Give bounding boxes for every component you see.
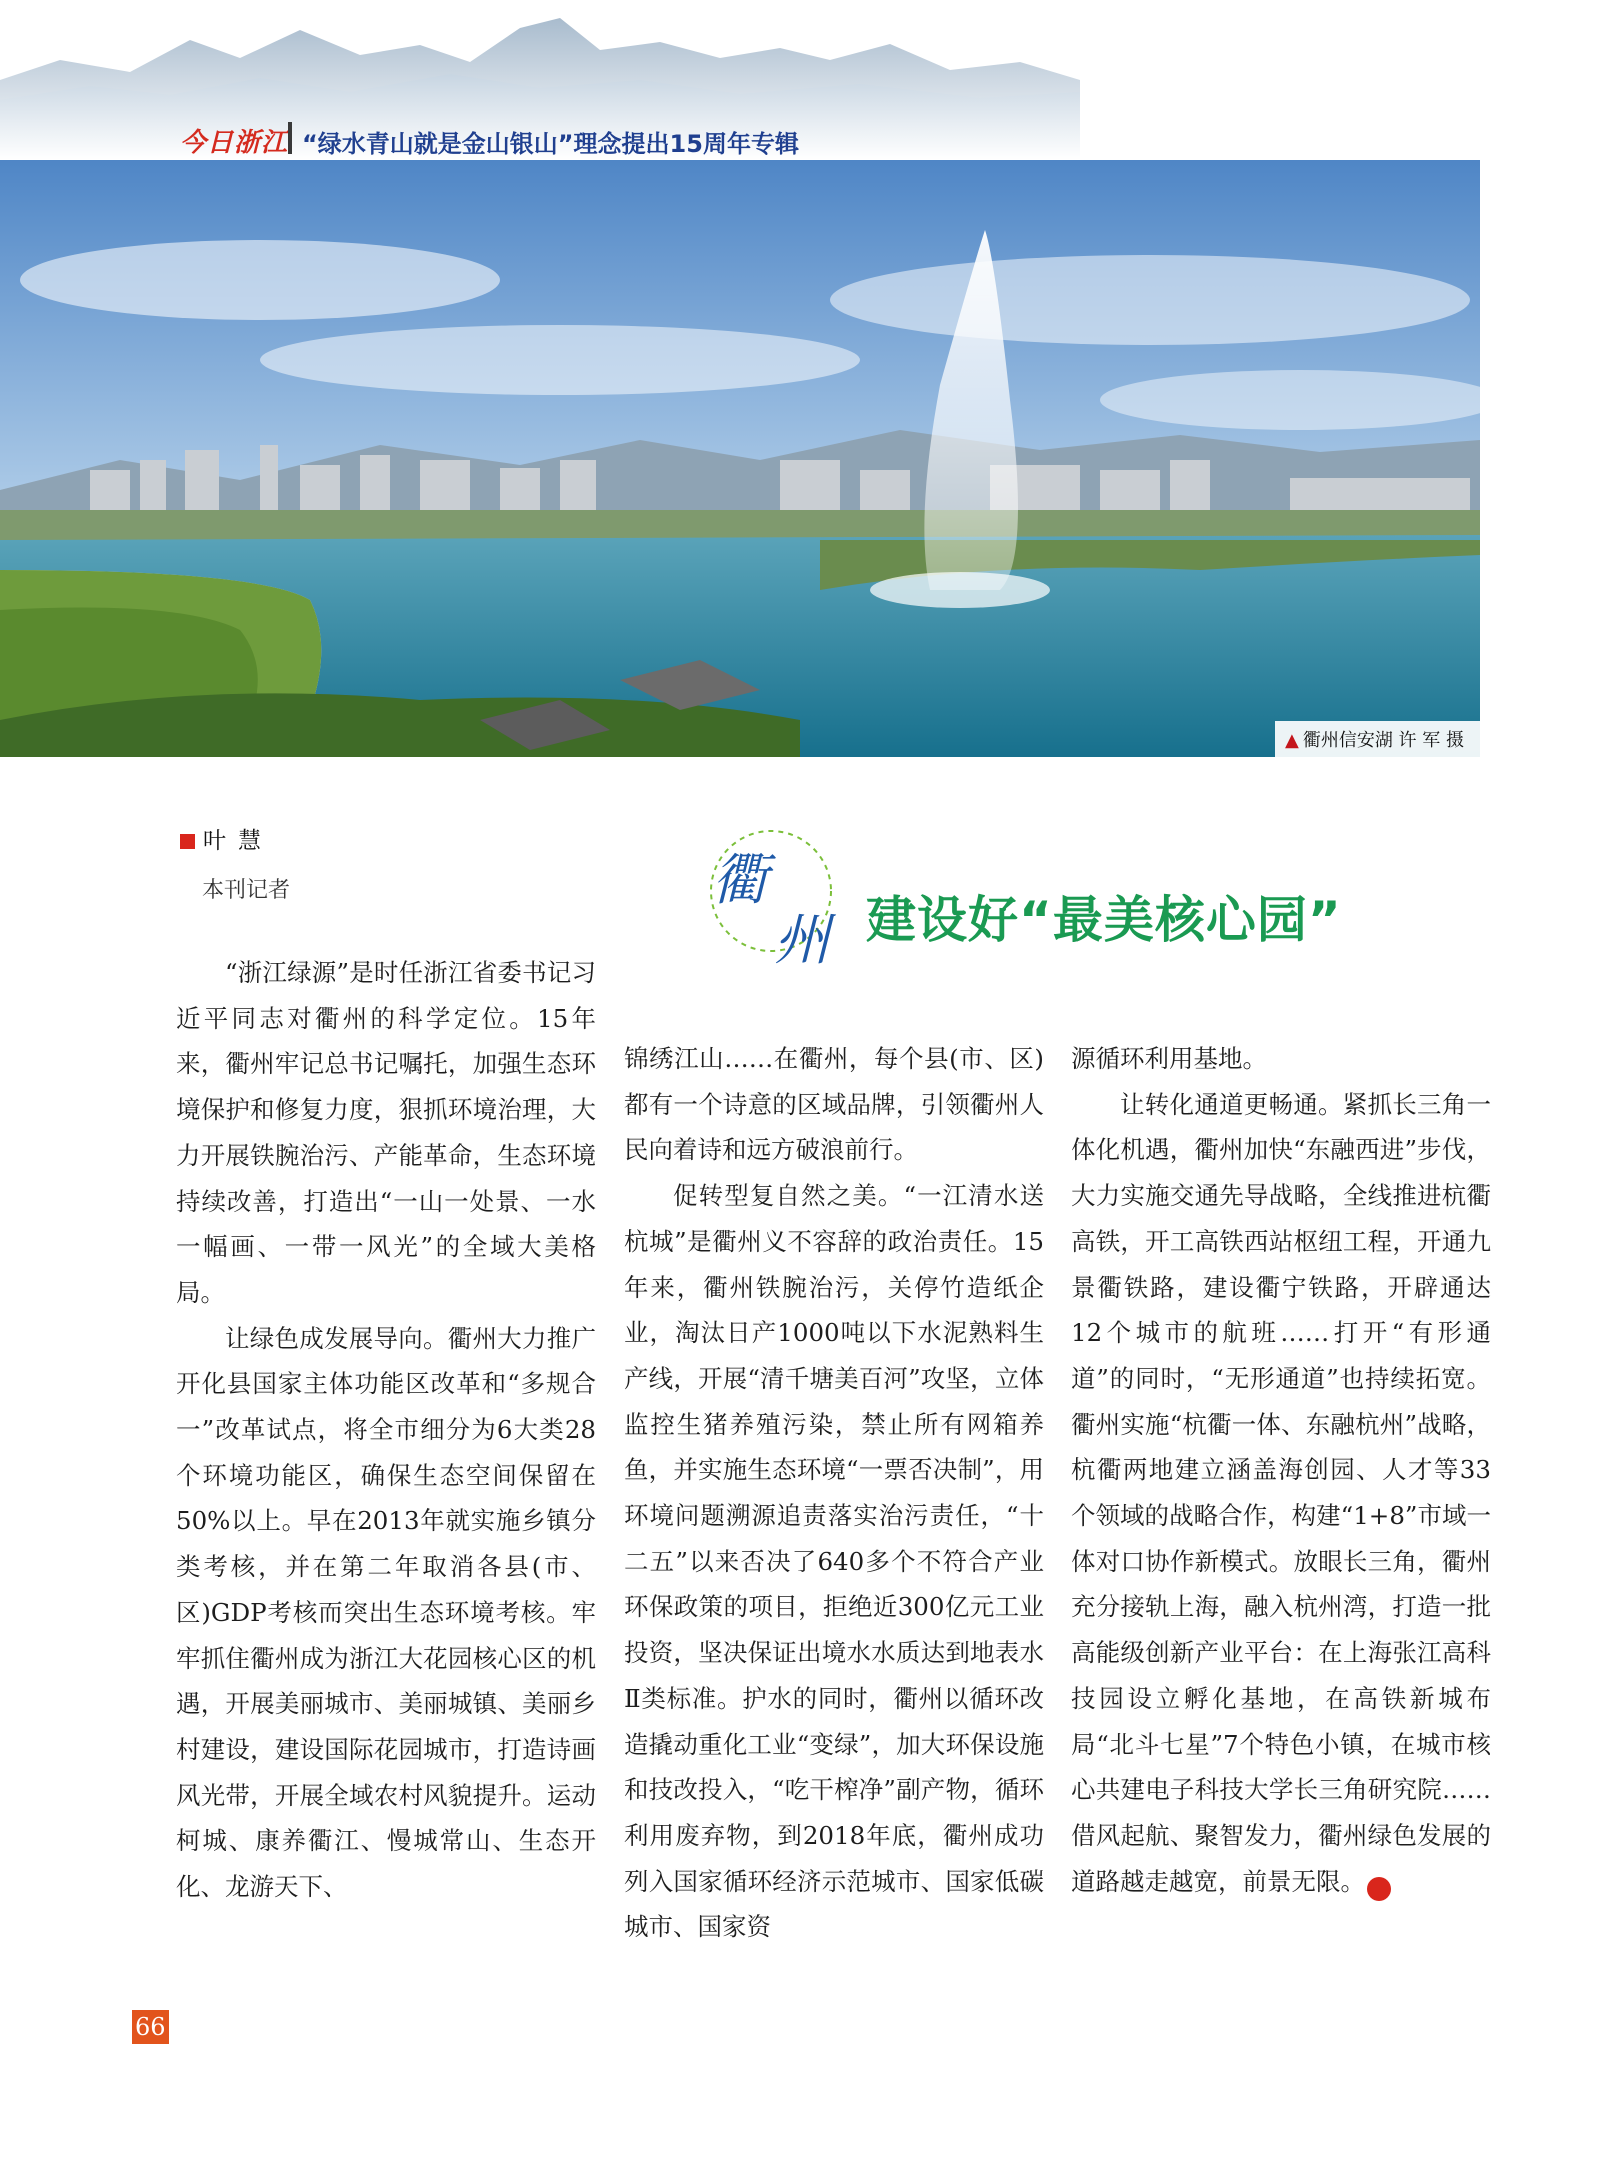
- special-issue-title: “绿水青山就是金山银山”理念提出15周年专辑: [302, 130, 799, 158]
- article-column-3: [1071, 1036, 1491, 1904]
- red-square-icon: [180, 834, 195, 849]
- masthead: [0, 0, 1600, 160]
- lake-landscape-image: [0, 160, 1480, 757]
- photo-caption-text: 衢州信安湖 许 军 摄: [1302, 730, 1464, 751]
- paragraph: 源循环利用基地。: [1071, 1044, 1267, 1073]
- city-character-2: 州: [774, 908, 830, 973]
- photo-caption: [1275, 721, 1480, 757]
- paragraph: “浙江绿源”是时任浙江省委书记习近平同志对衢州的科学定位。15年来，衢州牢记总书记嘱托，加强生态环境保护和修复力度，狠抓环境治理，大力开展铁腕治污、产能革命，生态环境持续改善，打造出“一山一处景、一水一幅画、一带一风光”的全域大美格局。: [176, 958, 596, 1307]
- article-column-2: [624, 1036, 1044, 1950]
- city-character-1: 衢: [712, 848, 768, 913]
- hero-photo: [0, 160, 1480, 757]
- page-number: 66: [132, 2010, 169, 2044]
- paragraph: 锦绣江山……在衢州，每个县(市、区)都有一个诗意的区域品牌，引领衢州人民向着诗和远方破浪前行。: [624, 1044, 1044, 1165]
- paragraph-text: 让转化通道更畅通。紧抓长三角一体化机遇，衢州加快“东融西进”步伐，大力实施交通先导战略，全线推进杭衢高铁，开工高铁西站枢纽工程，开通九景衢铁路，建设衢宁铁路，开辟通达12个城市的航班……打开“有形通道”的同时，“无形通道”也持续拓宽。衢州实施“杭衢一体、东融杭州”战略，杭衢两地建立涵盖海创园、人才等33个领域的战略合作，构建“1+8”市域一体对口协作新模式。放眼长三角，衢州充分接轨上海，融入杭州湾，打造一批高能级创新产业平台：在上海张江高科技园设立孵化基地，在高铁新城布局“北斗七星”7个特色小镇，在城市核心共建电子科技大学长三角研究院……借风起航、聚智发力，衢州绿色发展的道路越走越宽，前景无限。: [1071, 1089, 1491, 1896]
- triangle-icon: ▲: [1284, 730, 1299, 751]
- paragraph: [1071, 1082, 1491, 1905]
- paragraph: 促转型复自然之美。“一江清水送杭城”是衢州义不容辞的政治责任。15年来，衢州铁腕治污，关停竹造纸企业，淘汰日产1000吨以下水泥熟料生产线，开展“清千塘美百河”攻坚，立体监控生猪养殖污染，禁止所有网箱养鱼，并实施生态环境“一票否决制”，用环境问题溯源追责落实治污责任，“十二五”以来否决了640多个不符合产业环保政策的项目，拒绝近300亿元工业投资，坚决保证出境水水质达到地表水Ⅱ类标准。护水的同时，衢州以循环改造撬动重化工业“变绿”，加大环保设施和技改投入，“吃干榨净”副产物，循环利用废弃物，到2018年底，衢州成功列入国家循环经济示范城市、国家低碳城市、国家资: [624, 1181, 1044, 1942]
- article-headline: 建设好“最美核心园”: [866, 891, 1342, 949]
- end-mark-icon: 今: [1367, 1877, 1391, 1901]
- author-role: 本刊记者: [202, 878, 291, 903]
- magazine-logo: 今日浙江: [180, 128, 289, 158]
- article-column-1: [176, 950, 596, 1910]
- header-divider: [288, 122, 292, 154]
- paragraph: 让绿色成发展导向。衢州大力推广开化县国家主体功能区改革和“多规合一”改革试点，将全市细分为6大类28个环境功能区，确保生态空间保留在50%以上。早在2013年就实施乡镇分类考核，并在第二年取消各县(市、区)GDP考核而突出生态环境考核。牢牢抓住衢州成为浙江大花园核心区的机遇，开展美丽城市、美丽城镇、美丽乡村建设，建设国际花园城市，打造诗画风光带，开展全域农村风貌提升。运动柯城、康养衢江、慢城常山、生态开化、龙游天下、: [176, 1323, 596, 1902]
- author-name: 叶慧: [203, 828, 273, 854]
- byline: [180, 822, 290, 904]
